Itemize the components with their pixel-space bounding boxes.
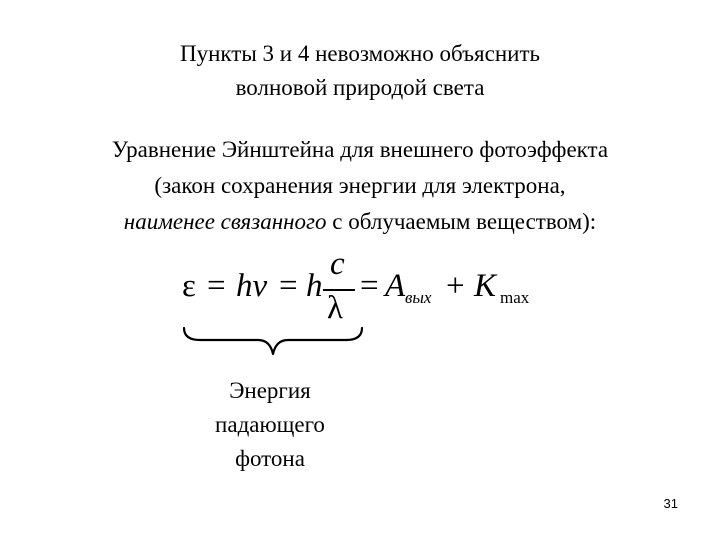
formula-equals-3: = xyxy=(360,268,379,304)
body-line-1: Уравнение Эйнштейна для внешнего фотоэффекта xyxy=(111,137,609,162)
underbrace xyxy=(180,326,366,360)
body-line-3-italic: наименее связанного xyxy=(123,209,327,234)
slide-title xyxy=(0,37,720,105)
formula-h-nu: hν xyxy=(236,268,268,304)
formula-lambda: λ xyxy=(327,290,344,326)
caption-line-3: фотона xyxy=(235,446,305,471)
caption-line-1: Энергия xyxy=(229,378,311,403)
title-line-2: волновой природой света xyxy=(235,75,485,100)
formula-plus: + xyxy=(446,268,465,304)
formula-A-subscript: вых xyxy=(405,288,432,307)
formula-equals-1: = xyxy=(207,268,226,304)
formula-c: c xyxy=(330,246,345,282)
body-line-3-rest: с облучаемым веществом): xyxy=(326,209,597,234)
formula-K-subscript: max xyxy=(500,288,530,307)
body-line-3 xyxy=(0,204,720,240)
body-line-2: (закон сохранения энергии для электрона, xyxy=(154,173,566,198)
formula-A: A xyxy=(385,268,406,304)
body-text xyxy=(0,132,720,240)
title-line-1: Пункты 3 и 4 невозможно объяснить xyxy=(180,41,540,66)
formula-epsilon: ε xyxy=(182,268,196,304)
caption-line-2: падающего xyxy=(215,412,325,437)
photon-energy-caption xyxy=(170,374,370,476)
formula-equals-2: = xyxy=(279,268,298,304)
formula-h: h xyxy=(306,268,323,304)
page-number: 31 xyxy=(663,496,678,511)
formula-K: K xyxy=(474,268,497,304)
